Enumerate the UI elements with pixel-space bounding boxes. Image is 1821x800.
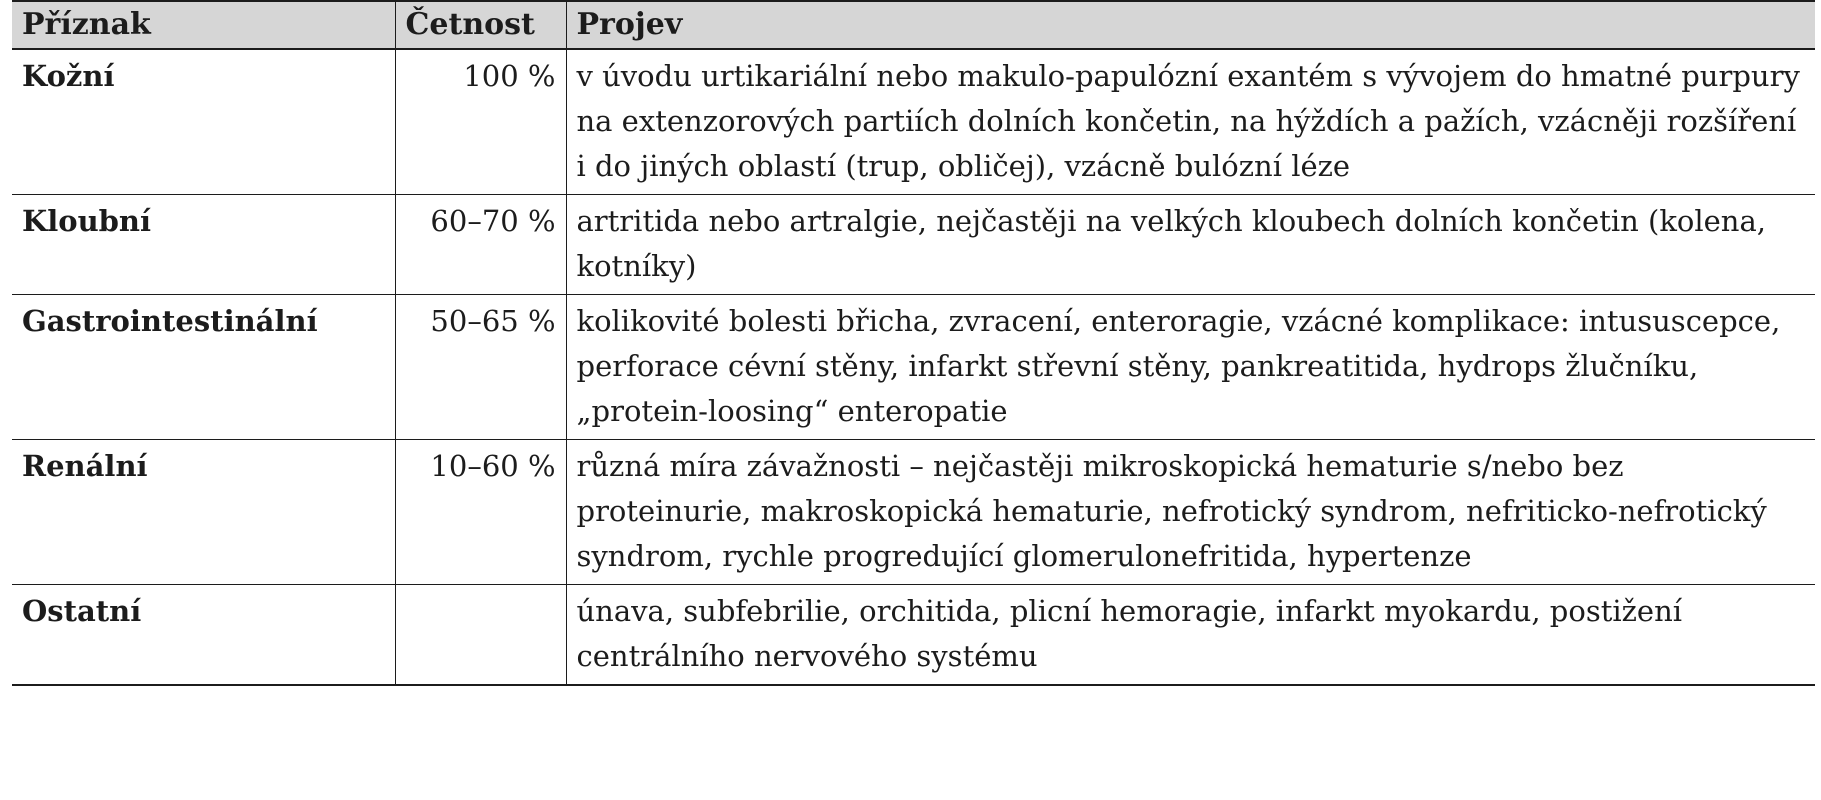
row-frequency-cell: 10–60 %: [395, 440, 566, 585]
table-row: [12, 195, 1815, 295]
row-manifestation-cell: v úvodu urtikariální nebo makulo-papulózní exantém s vývojem do hmatné purpury na extenzorových partiích dolních končetin, na hýždích a pažích, vzácněji rozšíření i do jiných oblastí (trup, obličej), vzácně bulózní léze: [566, 49, 1815, 195]
symptoms-table: [12, 0, 1815, 686]
row-symptom-cell: Renální: [12, 440, 395, 585]
column-header-symptom: Příznak: [12, 1, 395, 49]
row-manifestation-cell: různá míra závažnosti – nejčastěji mikroskopická hematurie s/nebo bez proteinurie, makroskopická hematurie, nefrotický syndrom, nefriticko-nefrotický syndrom, rychle progredující glomerulonefritida, hypertenze: [566, 440, 1815, 585]
row-manifestation-cell: kolikovité bolesti břicha, zvracení, enteroragie, vzácné komplikace: intususcepce, perforace cévní stěny, infarkt střevní stěny, pankreatitida, hydrops žlučníku, „protein-loosing“ enteropatie: [566, 295, 1815, 440]
row-frequency-cell: 60–70 %: [395, 195, 566, 295]
row-symptom-cell: Kožní: [12, 49, 395, 195]
row-symptom-cell: Ostatní: [12, 585, 395, 686]
column-header-manifestation: Projev: [566, 1, 1815, 49]
row-symptom-cell: Gastrointestinální: [12, 295, 395, 440]
row-manifestation-cell: únava, subfebrilie, orchitida, plicní hemoragie, infarkt myokardu, postižení centrálního nervového systému: [566, 585, 1815, 686]
table-row: [12, 440, 1815, 585]
table-row: [12, 295, 1815, 440]
row-frequency-cell: [395, 585, 566, 686]
table-header-row: [12, 1, 1815, 49]
column-header-frequency: Četnost: [395, 1, 566, 49]
row-frequency-cell: 100 %: [395, 49, 566, 195]
table-row: [12, 585, 1815, 686]
row-frequency-cell: 50–65 %: [395, 295, 566, 440]
row-symptom-cell: Kloubní: [12, 195, 395, 295]
table-row: [12, 49, 1815, 195]
row-manifestation-cell: artritida nebo artralgie, nejčastěji na velkých kloubech dolních končetin (kolena, kotníky): [566, 195, 1815, 295]
